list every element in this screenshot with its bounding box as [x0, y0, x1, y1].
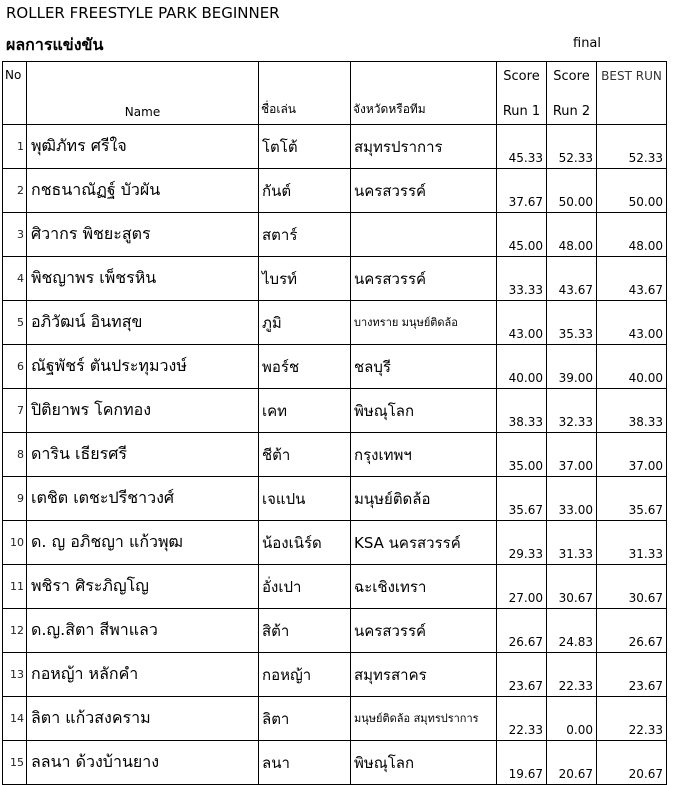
cell-best-run: 30.67	[597, 565, 667, 609]
cell-run2: 33.00	[547, 477, 597, 521]
cell-nickname: ภูมิ	[259, 301, 351, 345]
cell-nickname: น้องเนิร์ด	[259, 521, 351, 565]
col-header-province-label: จังหวัดหรือทีม	[353, 102, 426, 116]
cell-nickname: ไบรท์	[259, 257, 351, 301]
cell-no: 14	[3, 697, 27, 741]
cell-name: พชิรา ศิระภิญโญ	[27, 565, 259, 609]
cell-best-run: 43.00	[597, 301, 667, 345]
cell-best-run: 31.33	[597, 521, 667, 565]
header-row	[3, 62, 667, 125]
cell-province: มนุษย์ติดล้อ	[351, 477, 497, 521]
cell-nickname: เคท	[259, 389, 351, 433]
cell-run2: 31.33	[547, 521, 597, 565]
cell-no: 8	[3, 433, 27, 477]
cell-best-run: 23.67	[597, 653, 667, 697]
cell-name: ดาริน เธียรศรี	[27, 433, 259, 477]
col-header-best-run-label: BEST RUN	[601, 69, 662, 83]
table-row	[3, 169, 667, 213]
table-row	[3, 257, 667, 301]
cell-name: ปิติยาพร โคกทอง	[27, 389, 259, 433]
col-header-run2-top: Score	[553, 69, 590, 84]
cell-name: ลิตา แก้วสงคราม	[27, 697, 259, 741]
cell-name: กอหญ้า หลักคำ	[27, 653, 259, 697]
cell-no: 1	[3, 125, 27, 169]
cell-best-run: 38.33	[597, 389, 667, 433]
cell-best-run: 40.00	[597, 345, 667, 389]
table-row	[3, 389, 667, 433]
cell-best-run: 48.00	[597, 213, 667, 257]
cell-province: กรุงเทพฯ	[351, 433, 497, 477]
col-header-run2-bottom: Run 2	[552, 104, 591, 119]
col-header-name-label: Name	[124, 105, 161, 119]
table-row	[3, 477, 667, 521]
col-header-run1-top: Score	[503, 69, 540, 84]
cell-run2: 37.00	[547, 433, 597, 477]
cell-run1: 33.33	[497, 257, 547, 301]
cell-run1: 37.67	[497, 169, 547, 213]
cell-province: นครสวรรค์	[351, 609, 497, 653]
cell-run2: 20.67	[547, 741, 597, 785]
col-header-run2	[547, 62, 597, 125]
table-row	[3, 301, 667, 345]
cell-nickname: พอร์ช	[259, 345, 351, 389]
cell-no: 11	[3, 565, 27, 609]
cell-province: นครสวรรค์	[351, 169, 497, 213]
cell-name: ศิวากร พิชยะสูตร	[27, 213, 259, 257]
round-label: final	[573, 36, 602, 51]
event-title: ROLLER FREESTYLE PARK BEGINNER	[6, 4, 280, 22]
cell-no: 15	[3, 741, 27, 785]
cell-run2: 24.83	[547, 609, 597, 653]
cell-best-run: 37.00	[597, 433, 667, 477]
cell-run2: 43.67	[547, 257, 597, 301]
cell-run1: 45.00	[497, 213, 547, 257]
cell-best-run: 22.33	[597, 697, 667, 741]
cell-run1: 40.00	[497, 345, 547, 389]
table-row	[3, 433, 667, 477]
cell-run2: 50.00	[547, 169, 597, 213]
cell-province: ชลบุรี	[351, 345, 497, 389]
cell-nickname: กอหญ้า	[259, 653, 351, 697]
cell-name: พุฒิภัทร ศรีใจ	[27, 125, 259, 169]
cell-run1: 26.67	[497, 609, 547, 653]
cell-run2: 0.00	[547, 697, 597, 741]
cell-province: พิษณุโลก	[351, 389, 497, 433]
table-row	[3, 609, 667, 653]
cell-province: นครสวรรค์	[351, 257, 497, 301]
cell-best-run: 35.67	[597, 477, 667, 521]
cell-best-run: 43.67	[597, 257, 667, 301]
cell-name: เตชิต เตชะปรีชาวงศ์	[27, 477, 259, 521]
cell-no: 2	[3, 169, 27, 213]
cell-best-run: 50.00	[597, 169, 667, 213]
table-row	[3, 653, 667, 697]
col-header-name	[27, 62, 259, 125]
table-row	[3, 213, 667, 257]
table-row	[3, 125, 667, 169]
col-header-nickname	[259, 62, 351, 125]
cell-nickname: เจแปน	[259, 477, 351, 521]
cell-run2: 48.00	[547, 213, 597, 257]
results-heading: ผลการแข่งขัน	[6, 35, 104, 54]
cell-nickname: ลิตา	[259, 697, 351, 741]
cell-no: 3	[3, 213, 27, 257]
cell-run2: 52.33	[547, 125, 597, 169]
cell-run1: 23.67	[497, 653, 547, 697]
cell-province: ฉะเชิงเทรา	[351, 565, 497, 609]
cell-run1: 45.33	[497, 125, 547, 169]
cell-no: 4	[3, 257, 27, 301]
col-header-nickname-label: ชื่อเล่น	[261, 102, 297, 116]
cell-province: พิษณุโลก	[351, 741, 497, 785]
cell-nickname: สตาร์	[259, 213, 351, 257]
table-row	[3, 741, 667, 785]
cell-name: ด. ญ อภิชญา แก้วพุฒ	[27, 521, 259, 565]
table-row	[3, 521, 667, 565]
cell-run1: 19.67	[497, 741, 547, 785]
cell-run2: 32.33	[547, 389, 597, 433]
cell-run2: 22.33	[547, 653, 597, 697]
cell-no: 9	[3, 477, 27, 521]
col-header-best-run	[597, 62, 667, 125]
table-row	[3, 345, 667, 389]
col-header-run1-bottom: Run 1	[502, 104, 541, 119]
cell-province: สมุทรสาคร	[351, 653, 497, 697]
cell-province: สมุทรปราการ	[351, 125, 497, 169]
cell-nickname: โตโต้	[259, 125, 351, 169]
cell-nickname: ชีต้า	[259, 433, 351, 477]
cell-name: พิชญาพร เพ็ชรหิน	[27, 257, 259, 301]
table-row	[3, 565, 667, 609]
cell-province	[351, 213, 497, 257]
cell-nickname: สิต้า	[259, 609, 351, 653]
cell-nickname: กันต์	[259, 169, 351, 213]
cell-no: 13	[3, 653, 27, 697]
cell-nickname: ลนา	[259, 741, 351, 785]
col-header-no: No	[3, 62, 27, 125]
cell-run1: 27.00	[497, 565, 547, 609]
cell-no: 5	[3, 301, 27, 345]
cell-name: ลลนา ด้วงบ้านยาง	[27, 741, 259, 785]
results-body	[3, 125, 667, 785]
cell-run2: 35.33	[547, 301, 597, 345]
cell-province: บางทราย มนุษย์ติดล้อ	[351, 301, 497, 345]
col-header-run1	[497, 62, 547, 125]
cell-best-run: 26.67	[597, 609, 667, 653]
cell-nickname: อั่งเปา	[259, 565, 351, 609]
col-header-province	[351, 62, 497, 125]
cell-best-run: 52.33	[597, 125, 667, 169]
cell-run2: 30.67	[547, 565, 597, 609]
results-table	[2, 61, 667, 785]
cell-run2: 39.00	[547, 345, 597, 389]
cell-best-run: 20.67	[597, 741, 667, 785]
cell-no: 7	[3, 389, 27, 433]
cell-run1: 35.00	[497, 433, 547, 477]
cell-no: 12	[3, 609, 27, 653]
cell-run1: 43.00	[497, 301, 547, 345]
cell-province: มนุษย์ติดล้อ สมุทรปราการ	[351, 697, 497, 741]
cell-name: กชธนาณัฏฐ์ บัวผัน	[27, 169, 259, 213]
cell-run1: 29.33	[497, 521, 547, 565]
cell-name: ณัฐพัชร์ ตันประทุมวงษ์	[27, 345, 259, 389]
cell-run1: 35.67	[497, 477, 547, 521]
cell-no: 6	[3, 345, 27, 389]
cell-run1: 22.33	[497, 697, 547, 741]
cell-run1: 38.33	[497, 389, 547, 433]
cell-name: อภิวัฒน์ อินทสุข	[27, 301, 259, 345]
cell-name: ด.ญ.สิตา สีพาแลว	[27, 609, 259, 653]
cell-no: 10	[3, 521, 27, 565]
table-row	[3, 697, 667, 741]
cell-province: KSA นครสวรรค์	[351, 521, 497, 565]
